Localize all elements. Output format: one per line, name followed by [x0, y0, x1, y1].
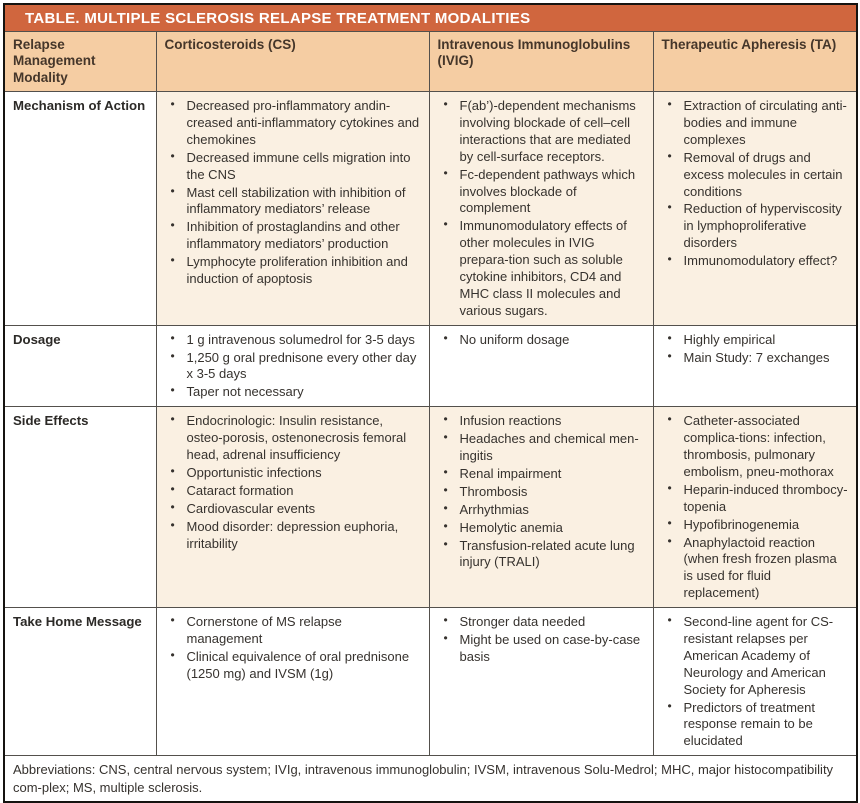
bullet-item: • Decreased immune cells migration into the CNS: [165, 150, 421, 184]
bullet-item: • Might be used on case-by-case basis: [438, 632, 645, 666]
cell-mechanism-cs: [156, 92, 429, 326]
row-label-take-home: Take Home Message: [4, 608, 156, 756]
table-row-take-home: [4, 608, 857, 756]
bullet-item: • Opportunistic infections: [165, 465, 421, 482]
row-label-side-effects: Side Effects: [4, 407, 156, 608]
bullet-item: • 1,250 g oral prednisone every other day x 3-5 days: [165, 350, 421, 384]
bullet-item: • F(ab’)-dependent mechanisms involving blockade of cell–cell interactions that are mediated by cell-surface receptors.: [438, 98, 645, 166]
bullet-item: • Anaphylactoid reaction (when fresh frozen plasma is used for fluid replacement): [662, 535, 849, 603]
row-label-dosage: Dosage: [4, 325, 156, 407]
bullet-item: • Second-line agent for CS-resistant relapses per American Academy of Neurology and American Society for Apheresis: [662, 614, 849, 698]
bullet-list: [438, 413, 645, 571]
table-row-dosage: [4, 325, 857, 407]
bullet-item: • Catheter-associated complica-tions: infection, thrombosis, pulmonary embolism, pneu-mothorax: [662, 413, 849, 481]
column-header-ivig: Intravenous Immunoglobulins (IVIG): [429, 31, 653, 92]
bullet-item: • Immunomodulatory effect?: [662, 253, 849, 270]
bullet-item: • Taper not necessary: [165, 384, 421, 401]
table-row-mechanism: [4, 92, 857, 326]
bullet-item: • Main Study: 7 exchanges: [662, 350, 849, 367]
bullet-list: [662, 614, 849, 750]
column-header-modality: Relapse Management Modality: [4, 31, 156, 92]
cell-take-home-ivig: [429, 608, 653, 756]
bullet-item: • Stronger data needed: [438, 614, 645, 631]
table-title: TABLE. MULTIPLE SCLEROSIS RELAPSE TREATMENT MODALITIES: [4, 4, 857, 31]
bullet-list: [438, 98, 645, 320]
bullet-item: • Mood disorder: depression euphoria, irritability: [165, 519, 421, 553]
bullet-list: [438, 614, 645, 666]
cell-dosage-ta: [653, 325, 857, 407]
bullet-item: • Immunomodulatory effects of other molecules in IVIG prepara-tion such as soluble cytokine inhibitors, CD4 and MHC class II molecules and various sugars.: [438, 218, 645, 319]
cell-mechanism-ivig: [429, 92, 653, 326]
cell-dosage-cs: [156, 325, 429, 407]
bullet-list: [662, 98, 849, 270]
bullet-item: • Endocrinologic: Insulin resistance, osteo-porosis, ostenonecrosis femoral head, adrenal insufficiency: [165, 413, 421, 464]
bullet-item: • 1 g intravenous solumedrol for 3-5 days: [165, 332, 421, 349]
bullet-list: [165, 614, 421, 683]
cell-dosage-ivig: [429, 325, 653, 407]
bullet-item: • Infusion reactions: [438, 413, 645, 430]
bullet-list: [662, 413, 849, 602]
treatment-modalities-table: [3, 3, 858, 803]
bullet-item: • Predictors of treatment response remain to be elucidated: [662, 700, 849, 751]
column-header-corticosteroids: Corticosteroids (CS): [156, 31, 429, 92]
bullet-item: • Highly empirical: [662, 332, 849, 349]
cell-side-effects-cs: [156, 407, 429, 608]
bullet-item: • Arrhythmias: [438, 502, 645, 519]
bullet-item: • Thrombosis: [438, 484, 645, 501]
cell-take-home-ta: [653, 608, 857, 756]
bullet-item: • Transfusion-related acute lung injury (TRALI): [438, 538, 645, 572]
cell-side-effects-ivig: [429, 407, 653, 608]
bullet-list: [662, 332, 849, 367]
bullet-list: [165, 332, 421, 402]
cell-take-home-cs: [156, 608, 429, 756]
row-label-mechanism: Mechanism of Action: [4, 92, 156, 326]
bullet-list: [438, 332, 645, 349]
ms-relapse-table: [3, 3, 858, 803]
bullet-item: • Hemolytic anemia: [438, 520, 645, 537]
bullet-item: • Extraction of circulating anti-bodies and immune complexes: [662, 98, 849, 149]
bullet-item: • Hypofibrinogenemia: [662, 517, 849, 534]
bullet-item: • Decreased pro-inflammatory andin-creased anti-inflammatory cytokines and chemokines: [165, 98, 421, 149]
bullet-item: • Heparin-induced thrombocy-topenia: [662, 482, 849, 516]
bullet-item: • Renal impairment: [438, 466, 645, 483]
title-row: [4, 4, 857, 31]
bullet-item: • Headaches and chemical men-ingitis: [438, 431, 645, 465]
bullet-item: • Clinical equivalence of oral prednisone (1250 mg) and IVSM (1g): [165, 649, 421, 683]
footer-row: [4, 756, 857, 803]
column-header-apheresis: Therapeutic Apheresis (TA): [653, 31, 857, 92]
bullet-item: • Inhibition of prostaglandins and other inflammatory mediators’ production: [165, 219, 421, 253]
cell-side-effects-ta: [653, 407, 857, 608]
bullet-list: [165, 413, 421, 552]
header-row: [4, 31, 857, 92]
bullet-item: • No uniform dosage: [438, 332, 645, 349]
bullet-item: • Lymphocyte proliferation inhibition and induction of apoptosis: [165, 254, 421, 288]
bullet-list: [165, 98, 421, 288]
bullet-item: • Cornerstone of MS relapse management: [165, 614, 421, 648]
bullet-item: • Fc-dependent pathways which involves blockade of complement: [438, 167, 645, 218]
bullet-item: • Reduction of hyperviscosity in lymphoproliferative disorders: [662, 201, 849, 252]
table-row-side-effects: [4, 407, 857, 608]
bullet-item: • Cataract formation: [165, 483, 421, 500]
bullet-item: • Cardiovascular events: [165, 501, 421, 518]
abbreviations-note: Abbreviations: CNS, central nervous system; IVIg, intravenous immunoglobulin; IVSM, intravenous Solu-Medrol; MHC, major histocompatibility com-plex; MS, multiple sclerosis.: [4, 756, 857, 803]
bullet-item: • Mast cell stabilization with inhibition of inflammatory mediators’ release: [165, 185, 421, 219]
bullet-item: • Removal of drugs and excess molecules in certain conditions: [662, 150, 849, 201]
cell-mechanism-ta: [653, 92, 857, 326]
